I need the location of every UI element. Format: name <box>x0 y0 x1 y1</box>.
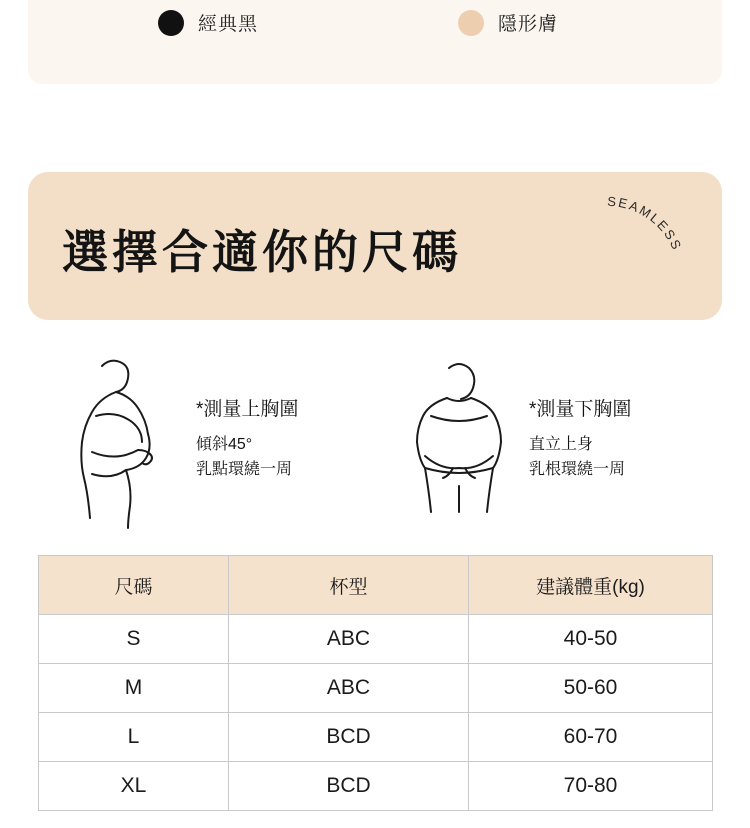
cell-size: XL <box>39 762 229 811</box>
color-swatch-option-1[interactable] <box>458 9 558 36</box>
table-header-size: 尺碼 <box>39 556 229 615</box>
measurement-illustrations <box>0 350 750 535</box>
cell-size: S <box>39 615 229 664</box>
color-dot-black <box>158 10 184 36</box>
cell-weight: 40-50 <box>469 615 713 664</box>
cell-cup: BCD <box>229 713 469 762</box>
lower-bust-line1: 直立上身 <box>529 436 594 453</box>
cell-cup: BCD <box>229 762 469 811</box>
seamless-badge <box>594 188 704 298</box>
table-row <box>39 615 713 664</box>
table-header-cup: 杯型 <box>229 556 469 615</box>
size-chart-table <box>38 555 713 811</box>
table-header-row <box>39 556 713 615</box>
upper-bust-line2: 乳點環繞一周 <box>196 460 293 478</box>
table-row <box>39 762 713 811</box>
size-guide-banner <box>28 172 722 320</box>
table-row <box>39 664 713 713</box>
table-row <box>39 713 713 762</box>
cell-size: L <box>39 713 229 762</box>
banner-title: 選擇合適你的尺碼 <box>62 226 462 278</box>
color-dot-nude <box>458 10 484 36</box>
svg-text:SEAMLESS: SEAMLESS <box>606 193 685 254</box>
color-label-black: 經典黑 <box>198 14 259 35</box>
table-header-weight: 建議體重(kg) <box>469 556 713 615</box>
cell-weight: 60-70 <box>469 713 713 762</box>
lower-bust-figure-icon <box>395 356 525 531</box>
upper-bust-block <box>62 356 298 531</box>
cell-weight: 50-60 <box>469 664 713 713</box>
color-label-nude: 隱形膚 <box>498 14 559 35</box>
upper-bust-headline: *測量上胸圍 <box>196 399 299 420</box>
color-swatch-strip <box>28 0 722 84</box>
lower-bust-block <box>395 356 631 531</box>
color-swatch-option-0[interactable] <box>158 9 258 36</box>
cell-size: M <box>39 664 229 713</box>
cell-cup: ABC <box>229 615 469 664</box>
upper-bust-line1: 傾斜45° <box>196 436 253 453</box>
cell-weight: 70-80 <box>469 762 713 811</box>
lower-bust-headline: *測量下胸圍 <box>529 399 632 420</box>
upper-bust-figure-icon <box>62 356 192 531</box>
cell-cup: ABC <box>229 664 469 713</box>
lower-bust-line2: 乳根環繞一周 <box>529 460 626 478</box>
